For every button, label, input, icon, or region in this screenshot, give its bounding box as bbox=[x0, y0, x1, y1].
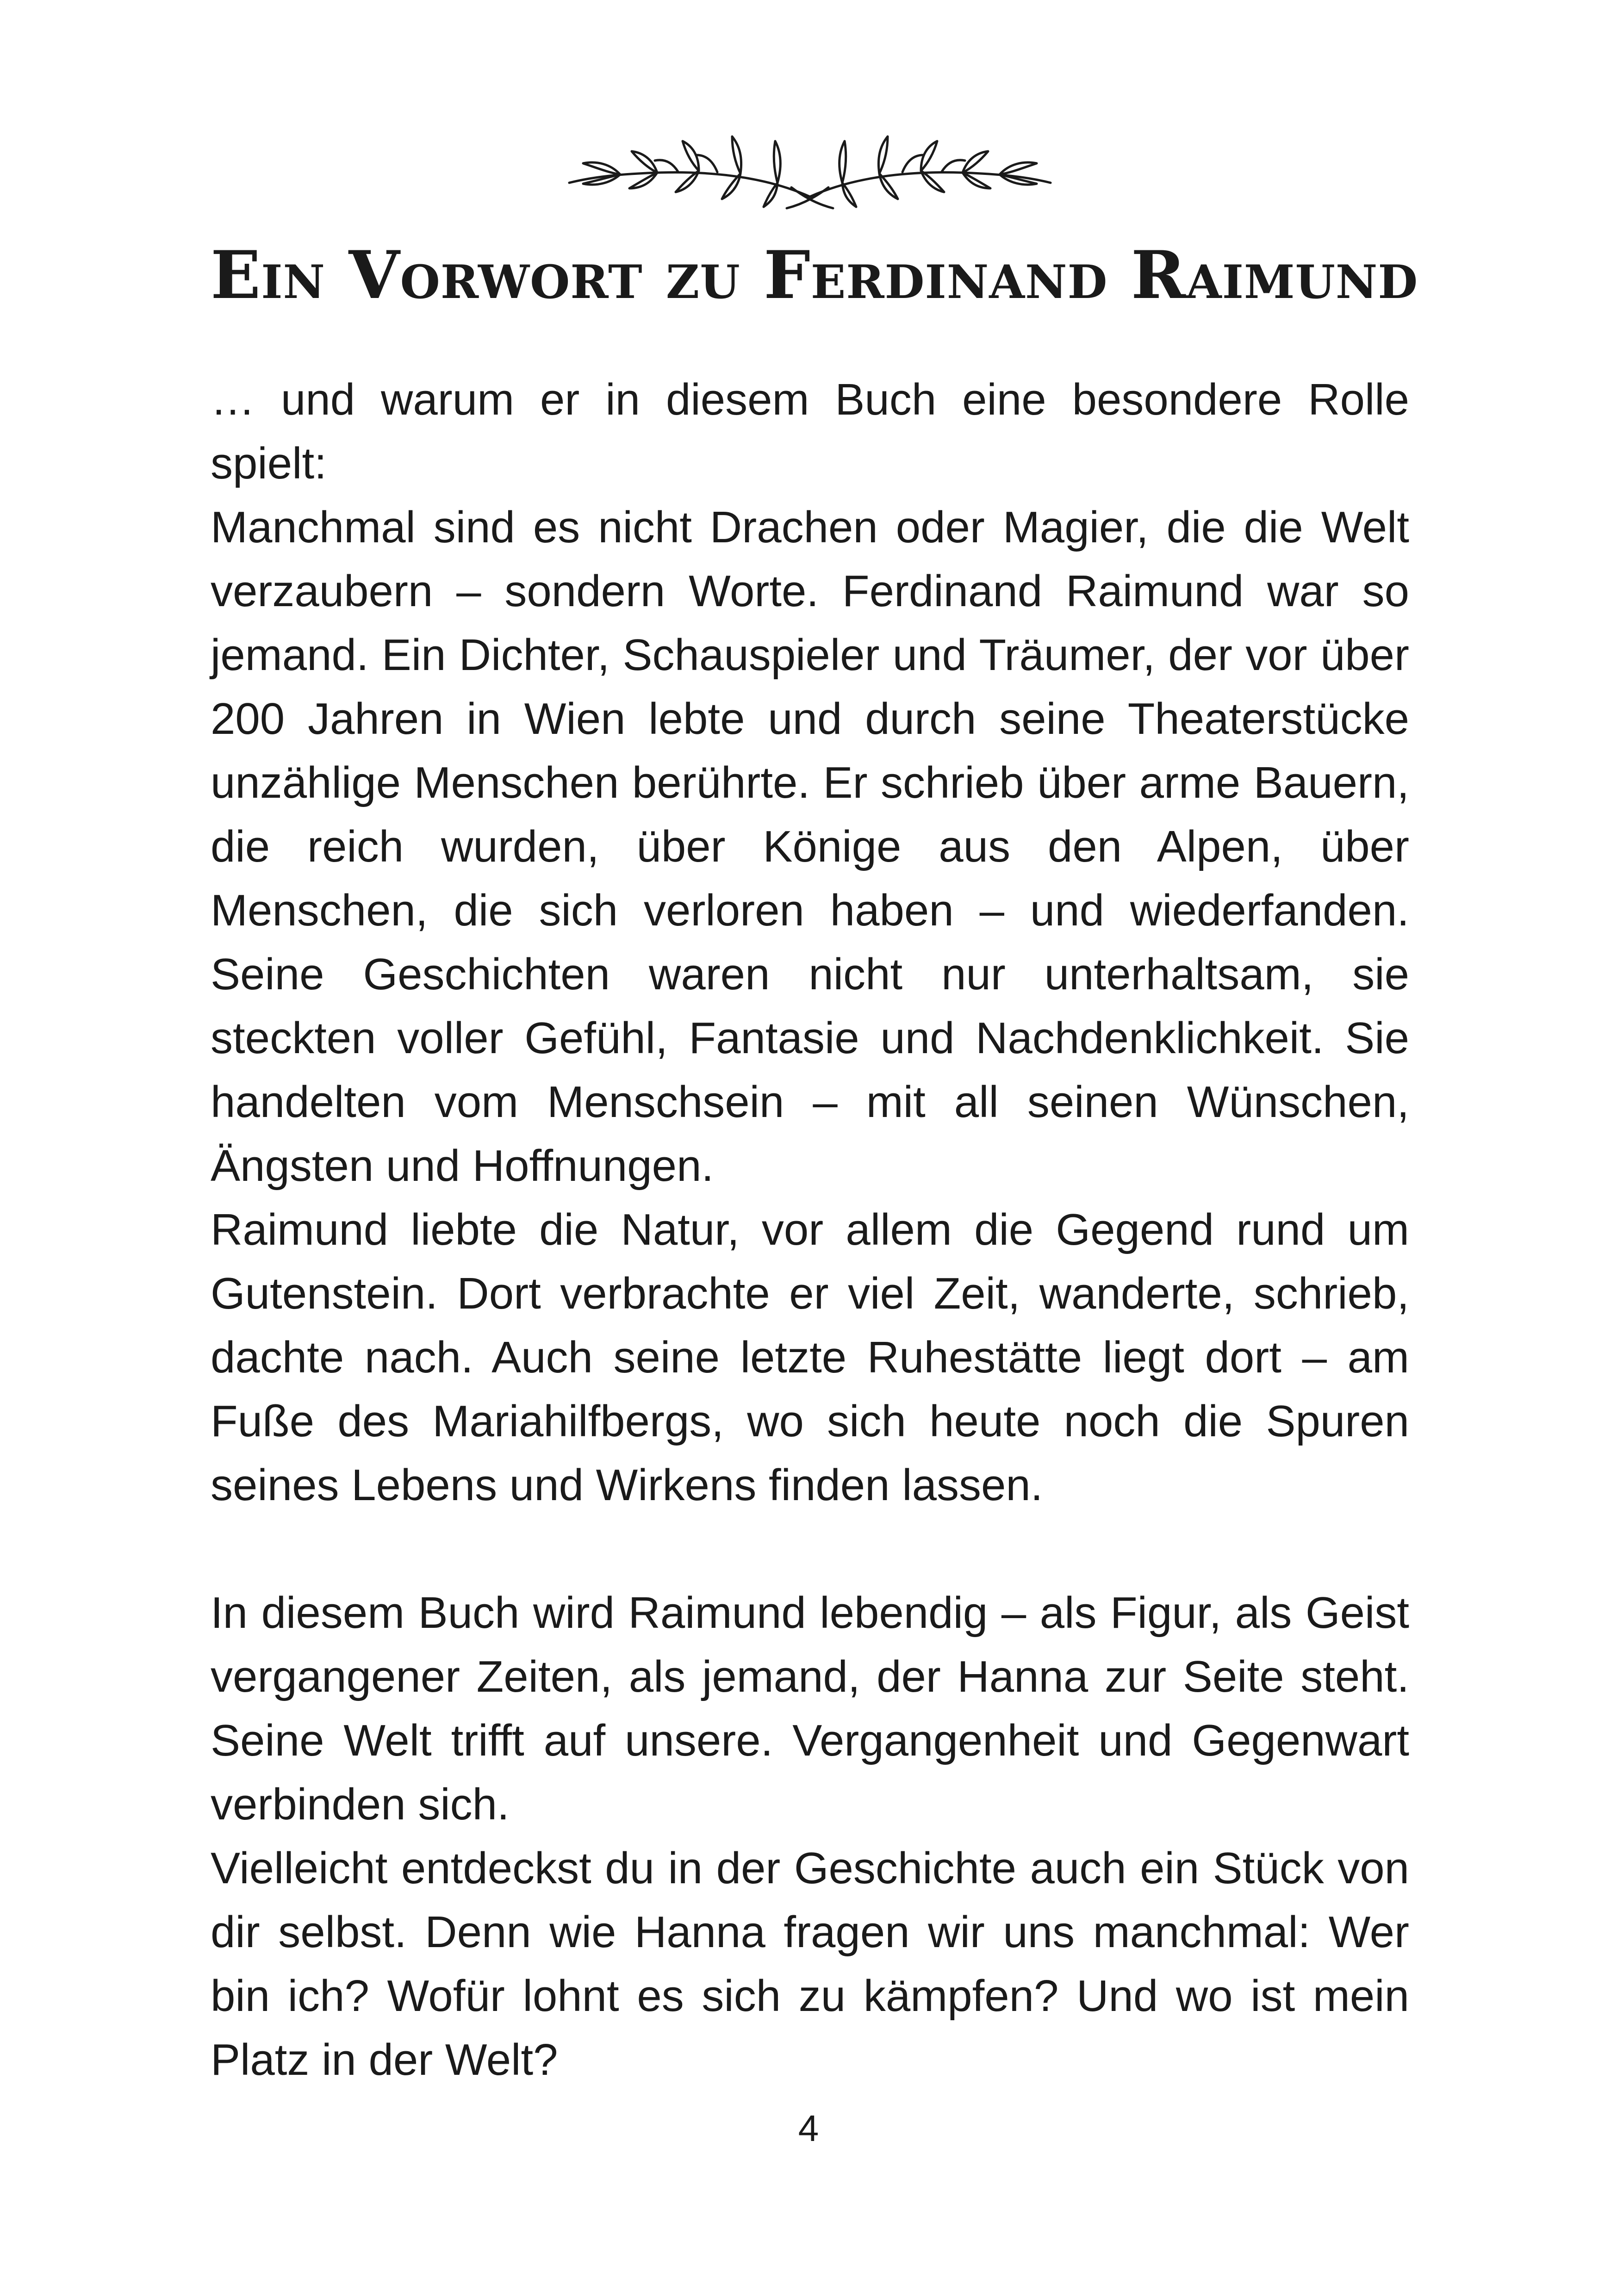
paragraph: … und warum er in diesem Buch eine besondere Rolle spielt: bbox=[211, 375, 1409, 488]
paragraph: In diesem Buch wird Raimund lebendig – als Figur, als Geist vergangener Zeiten, als jemand, der Hanna zur Seite steht. Seine Welt trifft auf unsere. Vergangenheit und Gegenwart verbinden sich. bbox=[211, 1588, 1409, 1829]
laurel-branches-ornament-icon bbox=[565, 109, 1055, 217]
body-text bbox=[211, 368, 1409, 2092]
paragraph: Manchmal sind es nicht Drachen oder Magier, die die Welt verzaubern – sondern Worte. Ferdinand Raimund war so jemand. Ein Dichter, Schauspieler und Träumer, der vor über 200 Jahren in Wien lebte und durch seine Theaterstücke unzählige Menschen berührte. Er schrieb über arme Bauern, die reich wurden, über Könige aus den Alpen, über Menschen, die sich verloren haben – und wiederfanden. Seine Geschichten waren nicht nur unterhaltsam, sie steckten voller Gefühl, Fantasie und Nachdenklichkeit. Sie handelten vom Menschsein – mit all seinen Wünschen, Ängsten und Hoffnungen. bbox=[211, 503, 1409, 1191]
page-title: Ein Vorwort zu Ferdinand Raimund bbox=[211, 237, 1418, 314]
page-number: 4 bbox=[798, 2108, 819, 2149]
paragraph: Raimund liebte die Natur, vor allem die Gegend rund um Gutenstein. Dort verbrachte er viel Zeit, wanderte, schrieb, dachte nach. Auch seine letzte Ruhestätte liegt dort – am Fuße des Mariahilfbergs, wo sich heute noch die Spuren seines Lebens und Wirkens finden lassen. bbox=[211, 1205, 1409, 1510]
paragraph: Vielleicht entdeckst du in der Geschichte auch ein Stück von dir selbst. Denn wie Hanna fragen wir uns manchmal: Wer bin ich? Wofür lohnt es sich zu kämpfen? Und wo ist mein Platz in der Welt? bbox=[211, 1843, 1409, 2085]
